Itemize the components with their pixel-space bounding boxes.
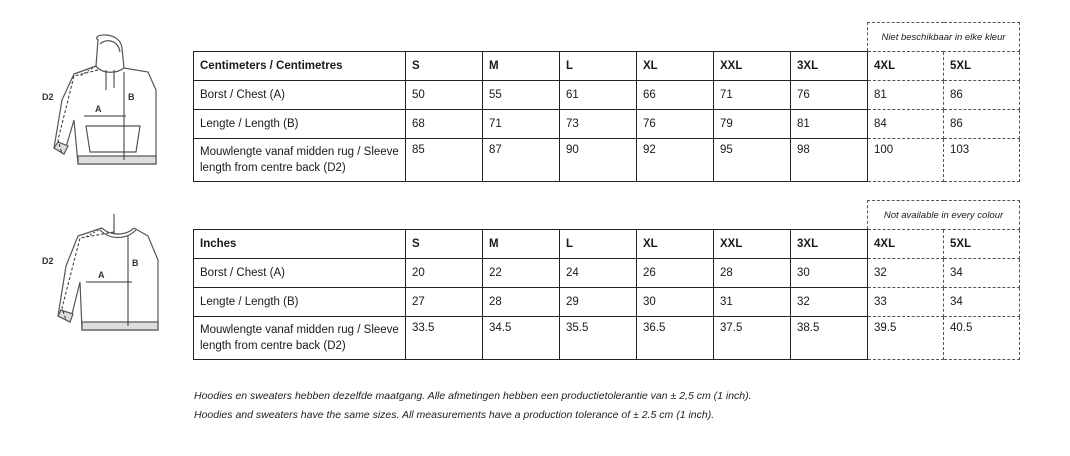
sweater-label-d2: D2 [42,256,54,266]
table-cell: 84 [868,110,944,139]
size-header: 3XL [791,52,868,81]
size-table-inches [193,200,1020,360]
table-cell: 24 [560,259,637,288]
table-cell: 28 [714,259,791,288]
table-cell: 76 [637,110,714,139]
table-cell: 33 [868,288,944,317]
table-cell: 68 [406,110,483,139]
table-cell: 39.5 [868,317,944,360]
table-row [194,81,1020,110]
table-header-row [194,52,1020,81]
table-cell: 36.5 [637,317,714,360]
table-cell: 29 [560,288,637,317]
table-cell: 92 [637,139,714,182]
table-cell: 90 [560,139,637,182]
size-header: 5XL [944,230,1020,259]
table-row [194,139,1020,182]
row-label: Borst / Chest (A) [194,81,406,110]
availability-note: Niet beschikbaar in elke kleur [868,23,1020,52]
row-label: Mouwlengte vanaf midden rug / Sleeve length from centre back (D2) [194,317,406,360]
table-cell: 50 [406,81,483,110]
table-cell: 32 [868,259,944,288]
table-cell: 86 [944,81,1020,110]
table-row [194,317,1020,360]
table-header-row [194,230,1020,259]
unit-header: Centimeters / Centimetres [194,52,406,81]
footnote-dutch: Hoodies en sweaters hebben dezelfde maatgang. Alle afmetingen hebben een productietolerantie van ± 2,5 cm (1 inch). [194,390,752,402]
table-cell: 71 [483,110,560,139]
table-cell: 22 [483,259,560,288]
table-cell: 85 [406,139,483,182]
table-cell: 32 [791,288,868,317]
table-cell: 34.5 [483,317,560,360]
table-cell: 30 [637,288,714,317]
hoodie-label-d2: D2 [42,92,54,102]
row-label: Borst / Chest (A) [194,259,406,288]
table-cell: 30 [791,259,868,288]
size-header: 5XL [944,52,1020,81]
size-header: 3XL [791,230,868,259]
size-header: XXL [714,52,791,81]
hoodie-label-b: B [128,92,135,102]
table-cell: 20 [406,259,483,288]
table-cell: 103 [944,139,1020,182]
table-cell: 76 [791,81,868,110]
table-cell: 34 [944,259,1020,288]
table-cell: 55 [483,81,560,110]
size-header: XXL [714,230,791,259]
sweater-label-a: A [98,270,105,280]
table-cell: 66 [637,81,714,110]
table-cell: 33.5 [406,317,483,360]
size-header: L [560,230,637,259]
table-row [194,110,1020,139]
table-cell: 35.5 [560,317,637,360]
size-header: L [560,52,637,81]
size-header: XL [637,230,714,259]
table-cell: 95 [714,139,791,182]
size-header: S [406,52,483,81]
table-cell: 81 [868,81,944,110]
table-cell: 71 [714,81,791,110]
table-cell: 87 [483,139,560,182]
sweater-label-b: B [132,258,139,268]
row-label: Lengte / Length (B) [194,110,406,139]
table-cell: 73 [560,110,637,139]
unit-header: Inches [194,230,406,259]
table-cell: 27 [406,288,483,317]
table-cell: 86 [944,110,1020,139]
hoodie-label-a: A [95,104,102,114]
availability-note: Not available in every colour [868,201,1020,230]
table-cell: 34 [944,288,1020,317]
table-cell: 38.5 [791,317,868,360]
row-label: Lengte / Length (B) [194,288,406,317]
size-table-cm [193,22,1020,182]
row-label: Mouwlengte vanaf midden rug / Sleeve length from centre back (D2) [194,139,406,182]
table-row [194,259,1020,288]
size-header: M [483,230,560,259]
table-cell: 79 [714,110,791,139]
table-cell: 40.5 [944,317,1020,360]
sweater-figure [40,210,170,350]
table-cell: 26 [637,259,714,288]
table-row [194,288,1020,317]
table-cell: 81 [791,110,868,139]
footnote-english: Hoodies and sweaters have the same sizes. All measurements have a production tolerance of ± 2.5 cm (1 inch). [194,409,715,421]
table-cell: 98 [791,139,868,182]
size-header: M [483,52,560,81]
table-cell: 37.5 [714,317,791,360]
table-cell: 28 [483,288,560,317]
size-header: S [406,230,483,259]
table-cell: 31 [714,288,791,317]
table-cell: 61 [560,81,637,110]
size-header: XL [637,52,714,81]
size-header: 4XL [868,52,944,81]
hoodie-figure [40,30,170,180]
table-cell: 100 [868,139,944,182]
size-header: 4XL [868,230,944,259]
